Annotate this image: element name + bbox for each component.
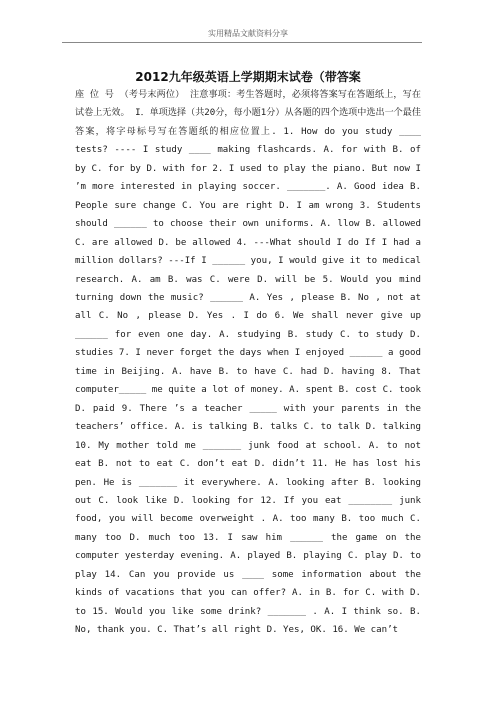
header-divider: [62, 42, 422, 43]
document-title: 2012九年级英语上学期期末试卷（带答案: [135, 70, 361, 84]
page-header-label: 实用精品文献资料分享: [208, 29, 288, 38]
document-body-text: 座 位 号 （考号末两位） 注意事项：考生答题时，必须将答案写在答题纸上，写在试卷上无效。 I．单项选择（共20分，每小题1分）从各题的四个选项中选出一个最佳答案，将字母标号写在答题纸的相应位置上. 1. How do you study ____ tests? ---- I study ____ making flashcards. A. for with B. of by C. for by D. with for 2. I used to play the piano. But now I ’m more interested in playing soccer. _______. A. Good idea B. People sure change C. You are right D. I am wrong 3. Students should ______ to choose their own uniforms. A. llow B. allowed C. are allowed D. be allowed 4. ---What should I do If I had a million dollars? ---If I ______ you, I would give it to medical research. A. am B. was C. were D. will be 5. Would you mind turning down the music? ______ A. Yes , please B. No , not at all C. No , please D. Yes . I do 6. We shall never give up ______ for even one day. A. studying B. study C. to study D. studies 7. I never forget the days when I enjoyed ______ a good time in Beijing. A. have B. to have C. had D. having 8. That computer_____ me quite a lot of money. A. spent B. cost C. took D. paid 9. There ’s a teacher _____ with your parents in the teachers’ office. A. is talking B. talks C. to talk D. talking 10. My mother told me _______ junk food at school. A. to not eat B. not to eat C. don’t eat D. didn’t 11. He has lost his pen. He is _______ it everywhere. A. looking after B. looking out C. look like D. looking for 12. If you eat ________ junk food, you will become overweight . A. too many B. too much C. many too D. much too 13. I saw him ______ the game on the computer yesterday evening. A. played B. playing C. play D. to play 14. Can you provide us ____ some information about the kinds of vacations that you can offer? A. in B. for C. with D. to 15. Would you like some drink? _______ . A. I think so. B. No, thank you. C. That’s all right D. Yes, OK. 16. We can’t: [75, 90, 421, 636]
